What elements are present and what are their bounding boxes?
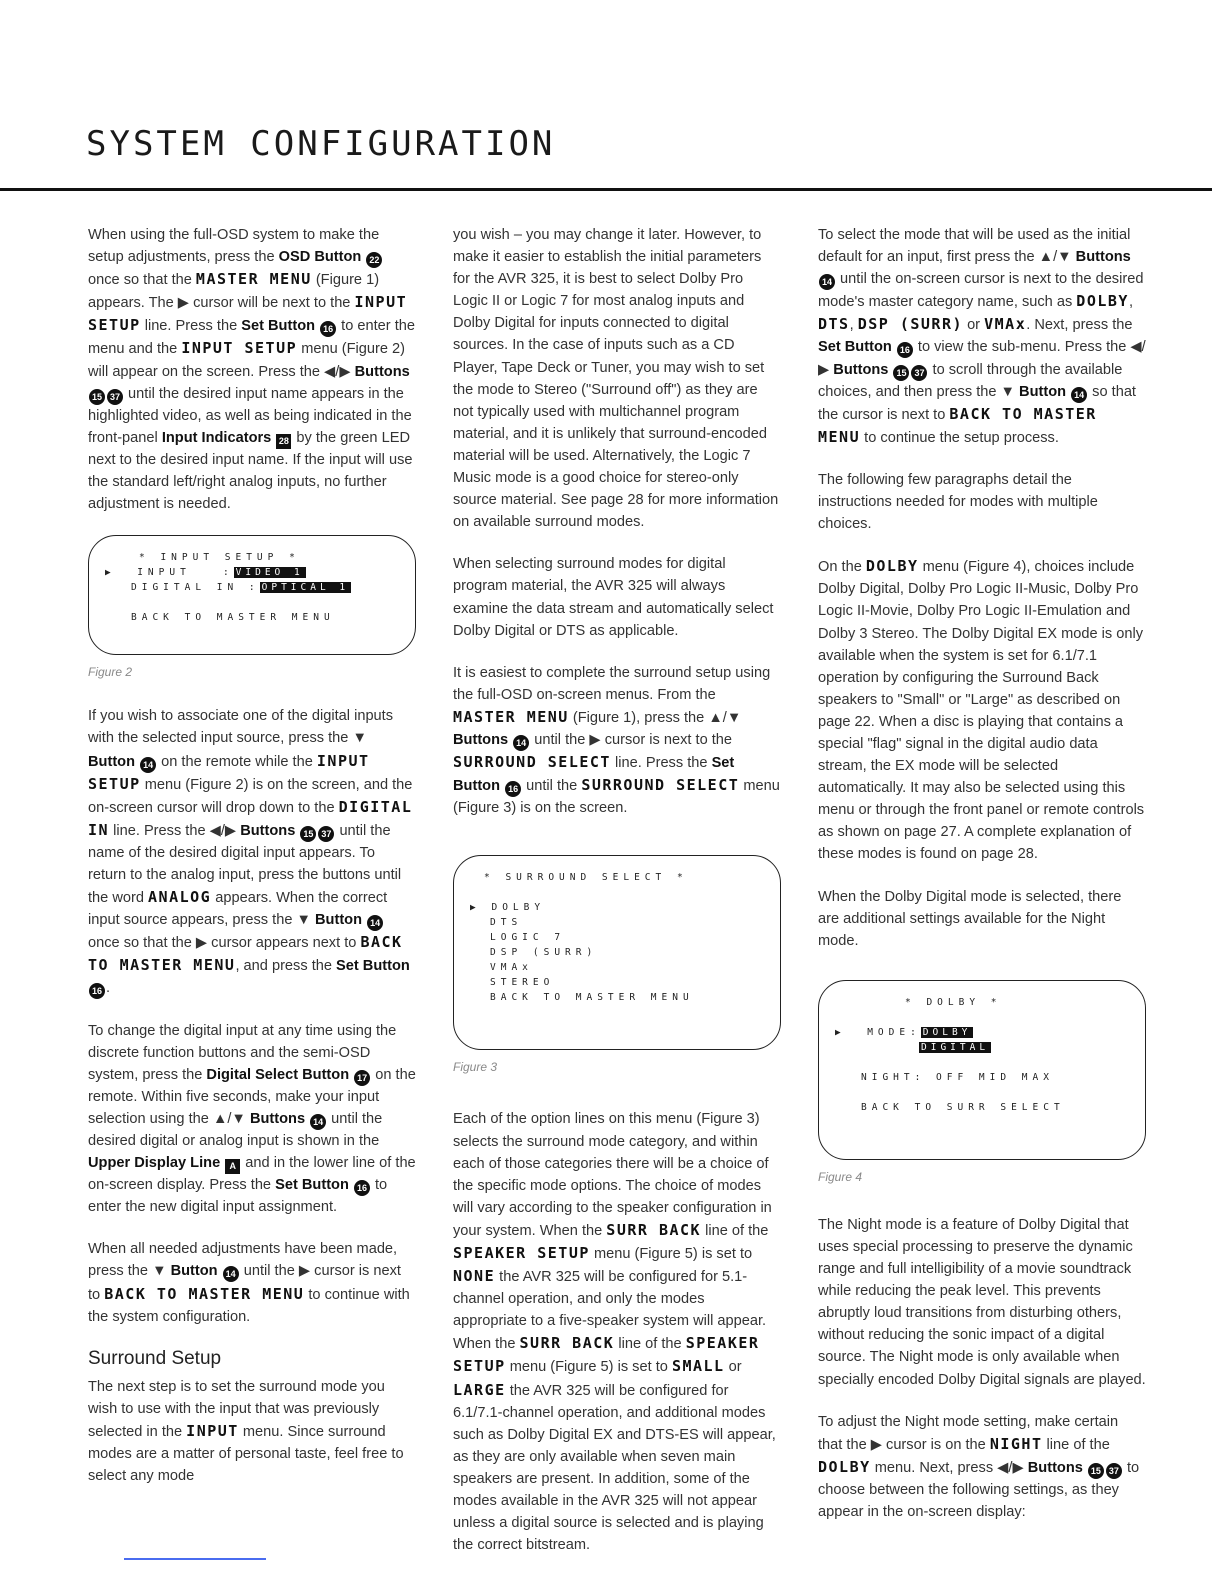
figure-3-surround-select: * SURROUND SELECT * ▶ DOLBY DTS LOGIC 7 DSP (SURR) VMAx STEREO BACK TO MASTER MENU	[453, 855, 781, 1050]
osd-term: VMAx	[984, 315, 1027, 334]
callout-number: 37	[107, 389, 123, 405]
callout-number: 15	[893, 365, 909, 381]
paragraph: On the DOLBY menu (Figure 4), choices include Dolby Digital, Dolby Pro Logic II-Music, Dolby Pro Logic II-Movie, Dolby Pro Logic II-Emulation and Dolby 3 Stereo. The Dolby Digital EX mode is only available when the system is set for 6.1/7.1 operation by configuring the Surround Back speakers to "Small" or "Large" as described on page 22. When a disc is playing that contains a special "flag" signal in the digital audio data stream, the EX mode will be selected automatically. It may also be selected using this menu or through the front panel or remote controls as shown on page 27. A complete explanation of these modes is found on page 28.	[818, 557, 1145, 863]
osd-term: SURR BACK	[519, 1334, 615, 1353]
figure-caption: Figure 3	[453, 1060, 498, 1075]
callout-number: 16	[89, 983, 105, 999]
paragraph: The next step is to set the surround mode you wish to use with the input that was previously selected in the INPUT menu. Since surround modes are a matter of personal taste, feel free to select any mode	[88, 1378, 404, 1485]
callout-number: 28	[276, 434, 291, 449]
callout-number: 37	[318, 826, 334, 842]
osd-term: DOLBY	[1076, 292, 1129, 311]
column-1	[88, 224, 416, 1507]
osd-term: INPUT SETUP	[88, 751, 370, 793]
paragraph: When selecting surround modes for digital program material, the AVR 325 will always examine the data stream and automatically select Dolby Digital or DTS as applicable.	[453, 556, 774, 639]
title-rule	[0, 188, 1212, 191]
callout-number: 14	[367, 915, 383, 931]
osd-term: BACK TO MASTER MENU	[818, 404, 1097, 446]
callout-number: 14	[140, 757, 156, 773]
paragraph: When using the full-OSD system to make the setup adjustments, press the OSD Button 22 once so that the MASTER MENU (Figure 1) appears. The ▶ cursor will be next to the INPUT SETUP line. Press the Set Button 16 to enter the menu and the INPUT SETUP menu (Figure 2) will appear on the screen. Press the ◀/▶ Buttons 15 37 until the desired input name appears in the highlighted video, as well as being indicated in the front-panel Input Indicators 28 by the green LED next to the desired input name. If the input will use the standard left/right analog inputs, no further adjustment is needed.	[88, 227, 415, 513]
callout-number: 15	[1088, 1463, 1104, 1479]
osd-term: ANALOG	[148, 888, 212, 907]
callout-number: A	[225, 1159, 240, 1174]
cursor-icon: ▶	[835, 1026, 846, 1038]
paragraph: It is easiest to complete the surround setup using the full-OSD on-screen menus. From the MASTER MENU (Figure 1), press the ▲/▼ Buttons 14 until the ▶ cursor is next to the SURROUND SELECT line. Press the Set Button 16 until the SURROUND SELECT menu (Figure 3) is on the screen.	[453, 664, 780, 817]
paragraph: If you wish to associate one of the digital inputs with the selected input source, press the ▼ Button 14 on the remote while the INPUT SETUP menu (Figure 2) is on the screen, and the on-screen cursor will drop down to the DIGITAL IN line. Press the ◀/▶ Buttons 15 37 until the name of the desired digital input appears. To return to the analog input, press the buttons until the word ANALOG appears. When the correct input source appears, press the ▼ Button 14 once so that the ▶ cursor appears next to BACK TO MASTER MENU, and press the Set Button 16 .	[88, 705, 416, 999]
callout-number: 14	[310, 1114, 326, 1130]
callout-number: 37	[1106, 1463, 1122, 1479]
figure-2-input-setup: * INPUT SETUP * ▶ INPUT : VIDEO 1 DIGITAL IN : OPTICAL 1 BACK TO MASTER MENU	[88, 535, 416, 655]
callout-number: 15	[300, 826, 316, 842]
callout-number: 17	[354, 1070, 370, 1086]
osd-term: BACK TO MASTER MENU	[88, 933, 403, 975]
osd-term: DOLBY	[865, 557, 919, 576]
figure-4-dolby: * DOLBY * ▶ MODE: DOLBY DIGITAL NIGHT: OFF MID MAX BACK TO SURR SELECT	[818, 980, 1146, 1160]
osd-term: NONE	[453, 1267, 496, 1286]
osd-term: SMALL	[671, 1357, 725, 1376]
paragraph: To adjust the Night mode setting, make certain that the ▶ cursor is on the NIGHT line of the DOLBY menu. Next, press ◀/▶ Buttons 15 37 to choose between the following settings, as they appear in the on-screen display:	[818, 1413, 1140, 1521]
figure-caption: Figure 2	[88, 665, 133, 680]
figure-caption: Figure 4	[818, 1169, 863, 1184]
callout-number: 14	[513, 735, 529, 751]
osd-term: SURROUND SELECT	[581, 776, 740, 795]
callout-number: 22	[366, 252, 382, 268]
osd-term: SPEAKER SETUP	[453, 1334, 760, 1376]
cursor-icon: ▶	[470, 902, 481, 914]
osd-term: BACK TO MASTER MENU	[104, 1284, 305, 1303]
osd-term: LARGE	[453, 1380, 506, 1399]
callout-number: 14	[223, 1266, 239, 1282]
osd-term: DIGITAL IN	[88, 797, 413, 839]
osd-term: MASTER MENU	[195, 270, 312, 289]
callout-number: 16	[320, 321, 336, 337]
osd-term: SURR BACK	[606, 1220, 702, 1239]
osd-term: SPEAKER SETUP	[453, 1244, 590, 1262]
osd-term: DSP (SURR)	[857, 315, 964, 334]
cursor-icon: ▶	[105, 567, 116, 579]
callout-number: 15	[89, 389, 105, 405]
column-3	[818, 224, 1146, 1543]
paragraph: To select the mode that will be used as the initial default for an input, first press the ▲/▼ Buttons 14 until the on-screen cursor is next to the desired mode's master category name, such as DOLBY, DTS, DSP (SURR) or VMAx. Next, press the Set Button 16 to view the sub-menu. Press the ◀/▶ Buttons 15 37 to scroll through the available choices, and then press the ▼ Button 14 so that the cursor is next to BACK TO MASTER MENU to continue the setup process.	[818, 227, 1146, 446]
paragraph: When the Dolby Digital mode is selected, there are additional settings available for the Night mode.	[818, 888, 1122, 949]
paragraph: The following few paragraphs detail the instructions needed for modes with multiple choices.	[818, 471, 1098, 533]
page-title: SYSTEM CONFIGURATION	[86, 124, 556, 164]
callout-number: 16	[897, 342, 913, 358]
footer-accent-line	[124, 1558, 266, 1560]
osd-term: DOLBY	[818, 1457, 871, 1476]
paragraph: To change the digital input at any time using the discrete function buttons and the semi-OSD system, press the Digital Select Button 17 on the remote. Within five seconds, make your input selection using the ▲/▼ Buttons 14 until the desired digital or analog input is shown in the Upper Display Line A and in the lower line of the on-screen display. Press the Set Button 16 to enter the new digital input assignment.	[88, 1022, 416, 1216]
callout-number: 14	[1071, 387, 1087, 403]
paragraph: The Night mode is a feature of Dolby Digital that uses special processing to preserve the dynamic range and full intelligibility of a movie soundtrack while reducing the peak level. This prevents abruptly loud transitions from disturbing others, without reducing the sonic impact of a digital source. The Night mode is only available when specially encoded Dolby Digital signals are played.	[818, 1216, 1146, 1388]
callout-number: 16	[354, 1180, 370, 1196]
section-heading: Surround Setup	[88, 1347, 222, 1369]
osd-term: MASTER MENU	[453, 707, 569, 726]
paragraph: you wish – you may change it later. However, to make it easier to establish the initial parameters for the AVR 325, it is best to select Dolby Pro Logic II or Logic 7 for most analog inputs and Dolby Digital for inputs connected to digital sources. In the case of inputs such as a CD Player, Tape Deck or Tuner, you may wish to set the mode to Stereo ("Surround off") as they are not typically used with multichannel program material, and it is unlikely that surround-encoded material will be used. Alternatively, the Logic 7 Music mode is a good choice for stereo-only source material. See page 28 for more information on available surround modes.	[453, 227, 779, 531]
callout-number: 37	[911, 365, 927, 381]
callout-number: 16	[505, 781, 521, 797]
osd-term: DTS	[818, 315, 850, 334]
osd-term: INPUT	[186, 1422, 239, 1441]
osd-term: NIGHT	[989, 1434, 1043, 1453]
osd-term: SURROUND SELECT	[453, 753, 611, 772]
paragraph: Each of the option lines on this menu (Figure 3) selects the surround mode category, and within each of those categories there will be a choice of the specific mode options. The choice of modes will vary according to the speaker configuration in your system. When the SURR BACK line of the SPEAKER SETUP menu (Figure 5) is set to NONE the AVR 325 will be configured for 5.1-channel operation, and only the modes appropriate to a five-speaker system will appear. When the SURR BACK line of the SPEAKER SETUP menu (Figure 5) is set to SMALL or LARGE the AVR 325 will be configured for 6.1/7.1-channel operation, and additional modes such as Dolby Digital EX and DTS-ES will appear, as they are only available when seven main speakers are present. In addition, some of the modes available in the AVR 325 will not appear unless a digital source is selected and is playing the correct bitstream.	[453, 1111, 776, 1554]
column-2	[453, 224, 781, 1576]
callout-number: 14	[819, 274, 835, 290]
osd-term: INPUT SETUP	[88, 293, 408, 335]
paragraph: When all needed adjustments have been made, press the ▼ Button 14 until the ▶ cursor is next to BACK TO MASTER MENU to continue with the system configuration.	[88, 1241, 410, 1325]
osd-term: INPUT SETUP	[181, 339, 298, 358]
